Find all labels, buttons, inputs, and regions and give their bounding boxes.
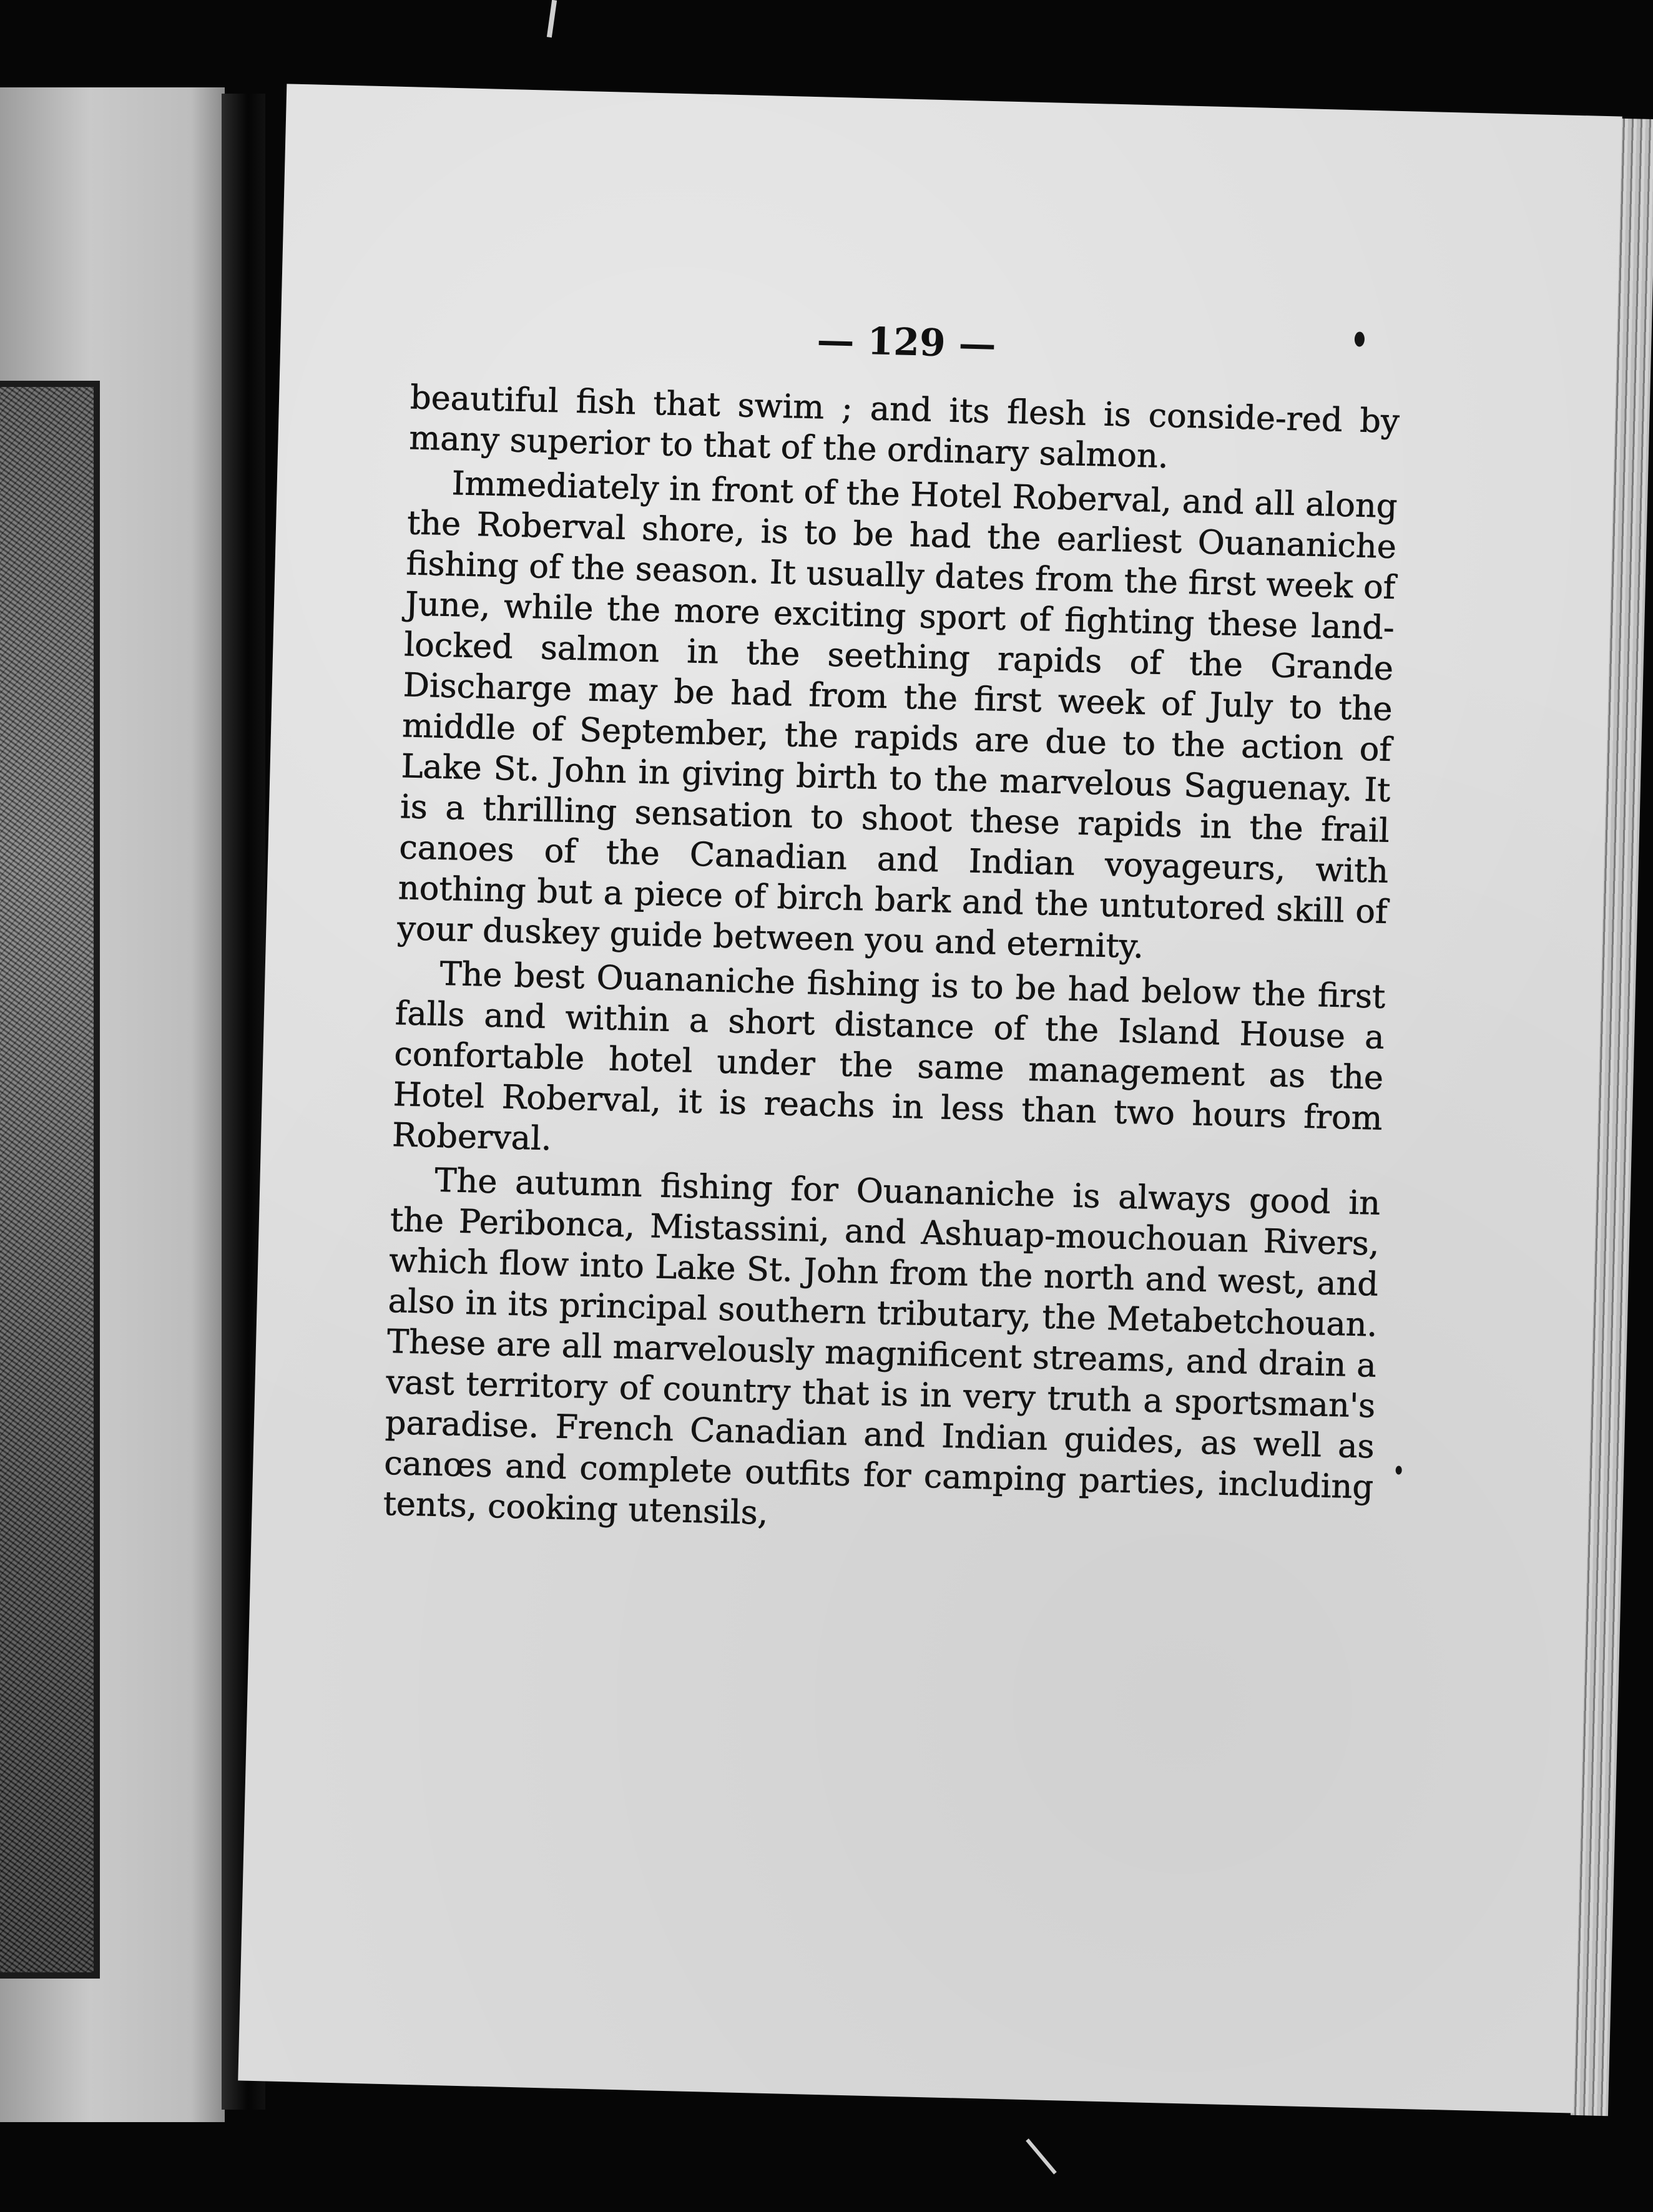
ink-speck [1396, 1466, 1402, 1474]
film-scratch-mark [547, 0, 557, 37]
body-text [383, 377, 1400, 1548]
film-scratch-mark [1026, 2138, 1057, 2174]
left-page [0, 87, 225, 2122]
paragraph-2: Immediately in front of the Hotel Roberval, and all along the Roberval shore, is to be had the earliest Ouananiche fishing of the season. It usually dates from the first week of June, while the more exciting sport of fighting these land-locked salmon in the seething rapids of the Grande Discharge may be had from the first week of July to the middle of September, the rapids are due to the action of Lake St. John in giving birth to the marvelous Saguenay. It is a thrilling sensation to shoot these rapids in the frail canoes of the Canadian and Indian voyageurs, with nothing but a piece of birch bark and the untutored skill of your duskey guide between you and eternity. [396, 464, 1398, 966]
page-content [383, 308, 1401, 1552]
right-page [238, 84, 1622, 2113]
page-number: — 129 — [816, 318, 997, 367]
paragraph-4: The autumn fishing for Ouananiche is always good in the Peribonca, Mistassini, and Ashuap-mouchouan Rivers, which flow into Lake St. John from the north and west, and also in its principal southern tributary, the Metabetchouan. These are all marvelously magnificent streams, and drain a vast territory of country that is in very truth a sportsman's paradise. French Canadian and Indian guides, as well as canœs and complete outfits for camping parties, including tents, cooking utensils, [383, 1161, 1381, 1532]
paragraph-1: beautiful fish that swim ; and its flesh is conside-red by many superior to that of the ordinary salmon. [408, 378, 1400, 476]
paragraph-3: The best Ouananiche fishing is to be had below the first falls and within a short distance of the Island House a confortable hotel under the same management as the Hotel Roberval, it is reachs in less than two hours from Roberval. [391, 954, 1386, 1158]
engraving-illustration [0, 381, 100, 1979]
